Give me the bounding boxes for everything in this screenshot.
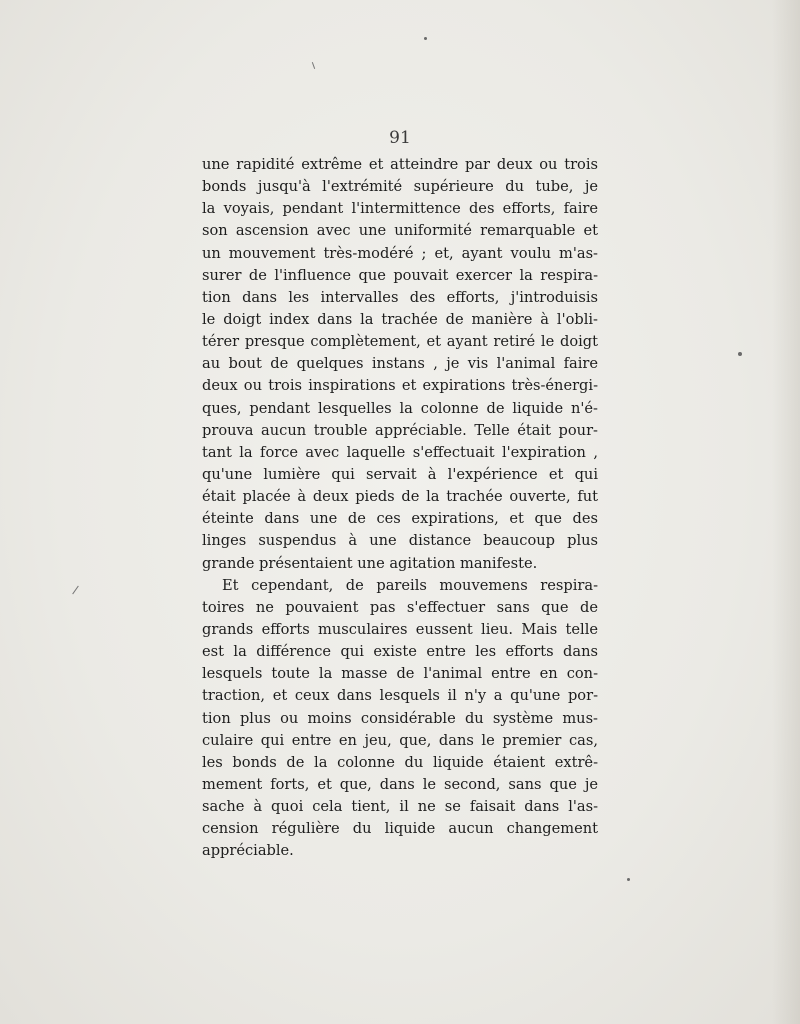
text-line: bonds jusqu'à l'extrémité supérieure du tube, je <box>202 178 598 196</box>
paper-mark <box>72 586 79 595</box>
text-line: mement forts, et que, dans le second, sans que je <box>202 775 598 793</box>
text-line: cension régulière du liquide aucun changement <box>202 820 598 838</box>
text-line: prouva aucun trouble appréciable. Telle était pour- <box>202 421 598 439</box>
text-line: les bonds de la colonne du liquide étaient extrê- <box>202 753 598 771</box>
text-line: la voyais, pendant l'intermittence des efforts, faire <box>202 200 598 218</box>
text-line: culaire qui entre en jeu, que, dans le premier cas, <box>202 731 598 749</box>
text-line: deux ou trois inspirations et expirations très-énergi- <box>202 377 598 395</box>
text-line: appréciable. <box>202 842 294 860</box>
page-number: 91 <box>389 128 411 148</box>
text-line: son ascension avec une uniformité remarquable et <box>202 222 598 240</box>
text-line: toires ne pouvaient pas s'effectuer sans que de <box>202 598 598 616</box>
text-line: surer de l'influence que pouvait exercer la respira- <box>202 266 598 284</box>
paper-speck <box>424 37 427 40</box>
page-edge-shadow <box>772 0 800 1024</box>
text-line: sache à quoi cela tient, il ne se faisait dans l'as- <box>202 798 598 816</box>
paper-mark <box>312 62 315 69</box>
text-line: grande présentaient une agitation manifeste. <box>202 554 538 572</box>
paragraph <box>202 154 598 575</box>
text-line: est la différence qui existe entre les efforts dans <box>202 643 598 661</box>
body-text <box>202 154 598 863</box>
text-line: le doigt index dans la trachée de manière à l'obli- <box>202 310 598 328</box>
text-line: un mouvement très-modéré ; et, ayant voulu m'as- <box>202 244 598 262</box>
text-line: au bout de quelques instans , je vis l'animal faire <box>202 355 598 373</box>
text-line: lesquels toute la masse de l'animal entre en con- <box>202 665 598 683</box>
paper-speck <box>627 878 630 881</box>
text-line: grands efforts musculaires eussent lieu. Mais telle <box>202 620 598 638</box>
paragraph <box>202 575 598 863</box>
text-line: une rapidité extrême et atteindre par deux ou trois <box>202 156 598 173</box>
text-line: ques, pendant lesquelles la colonne de liquide n'é- <box>202 399 598 417</box>
text-line: térer presque complètement, et ayant retiré le doigt <box>202 333 598 351</box>
text-line: qu'une lumière qui servait à l'expérience et qui <box>202 465 598 483</box>
paper-speck <box>738 352 742 356</box>
text-line: linges suspendus à une distance beaucoup plus <box>202 532 598 550</box>
text-line: tant la force avec laquelle s'effectuait l'expiration , <box>202 443 598 461</box>
text-line: tion dans les intervalles des efforts, j'introduisis <box>202 288 598 306</box>
text-line: tion plus ou moins considérable du système mus- <box>202 709 598 727</box>
text-line: éteinte dans une de ces expirations, et que des <box>202 510 598 528</box>
text-line: traction, et ceux dans lesquels il n'y a qu'une por- <box>202 687 598 705</box>
text-line: était placée à deux pieds de la trachée ouverte, fut <box>202 488 598 506</box>
text-line: Et cependant, de pareils mouvemens respira- <box>222 576 598 594</box>
